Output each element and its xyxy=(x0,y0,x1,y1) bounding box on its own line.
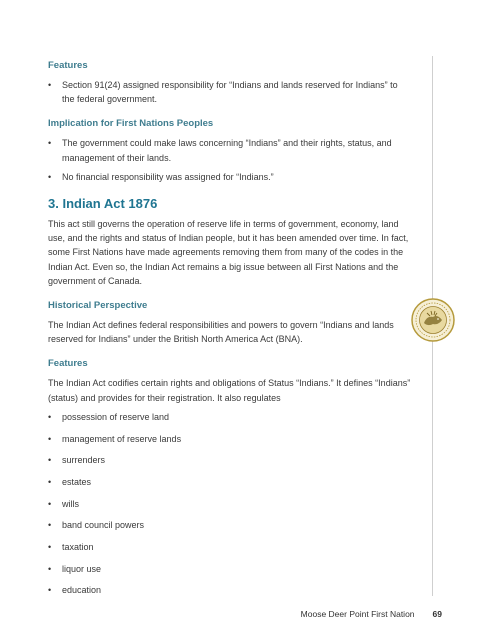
list-item: • taxation xyxy=(48,540,412,554)
bullet-icon: • xyxy=(48,542,52,553)
implication-heading: Implication for First Nations Peoples xyxy=(48,118,214,130)
footer-nation-name: Moose Deer Point First Nation xyxy=(300,609,415,619)
features-heading-1: Features xyxy=(48,60,88,71)
bullet-icon: • xyxy=(48,171,52,182)
page-number: 69 xyxy=(432,609,442,619)
list-item: • wills xyxy=(48,497,412,511)
page-content xyxy=(48,60,412,598)
features-list-1 xyxy=(48,78,412,106)
list-item: • surrenders xyxy=(48,453,412,467)
features-heading-2: Features xyxy=(48,358,88,370)
list-item: • The government could make laws concerning “Indians” and their rights, status, and management of their lands. xyxy=(48,138,392,163)
bullet-icon: • xyxy=(48,476,52,487)
list-item: • Section 91(24) assigned responsibility for “Indians and lands reserved for Indians” to the federal government. xyxy=(48,80,398,105)
bullet-icon: • xyxy=(48,563,52,574)
list-item: • estates xyxy=(48,475,412,489)
list-item: • education xyxy=(48,583,412,597)
list-item: • band council powers xyxy=(48,518,412,532)
implication-list xyxy=(48,136,412,184)
regulates-list xyxy=(48,410,412,598)
bullet-icon: • xyxy=(48,80,52,90)
bullet-icon: • xyxy=(48,455,52,466)
bullet-icon: • xyxy=(48,498,52,509)
page-footer xyxy=(301,609,442,619)
intro-paragraph: This act still governs the operation of reserve life in terms of government, economy, land use, and the rights and status of Indian people, but it has been amended over time. In fact, some First Nations have made agreements removing them from many of the codes in the Indian Act. Even so, the Indian Act remains a big issue between all First Nations and the government of Canada. xyxy=(48,219,409,286)
first-nation-seal-icon xyxy=(411,298,455,342)
features-paragraph: The Indian Act codifies certain rights and obligations of Status “Indians.” It defines “Indians” (status) and provides for their registration. It also regulates xyxy=(48,378,411,403)
list-item: • No financial responsibility was assigned for “Indians.” xyxy=(48,170,412,184)
bullet-icon: • xyxy=(48,520,52,531)
list-item: • liquor use xyxy=(48,562,412,576)
section-title: 3. Indian Act 1876 xyxy=(48,196,158,212)
historical-heading: Historical Perspective xyxy=(48,300,148,312)
historical-paragraph: The Indian Act defines federal responsibilities and powers to govern “Indians and lands reserved for Indians” under the British North America Act (BNA). xyxy=(48,320,394,345)
list-item: • management of reserve lands xyxy=(48,432,412,446)
bullet-icon: • xyxy=(48,433,52,444)
list-item: • possession of reserve land xyxy=(48,410,412,424)
bullet-icon: • xyxy=(48,138,52,149)
bullet-icon: • xyxy=(48,411,52,422)
bullet-icon: • xyxy=(48,585,52,596)
